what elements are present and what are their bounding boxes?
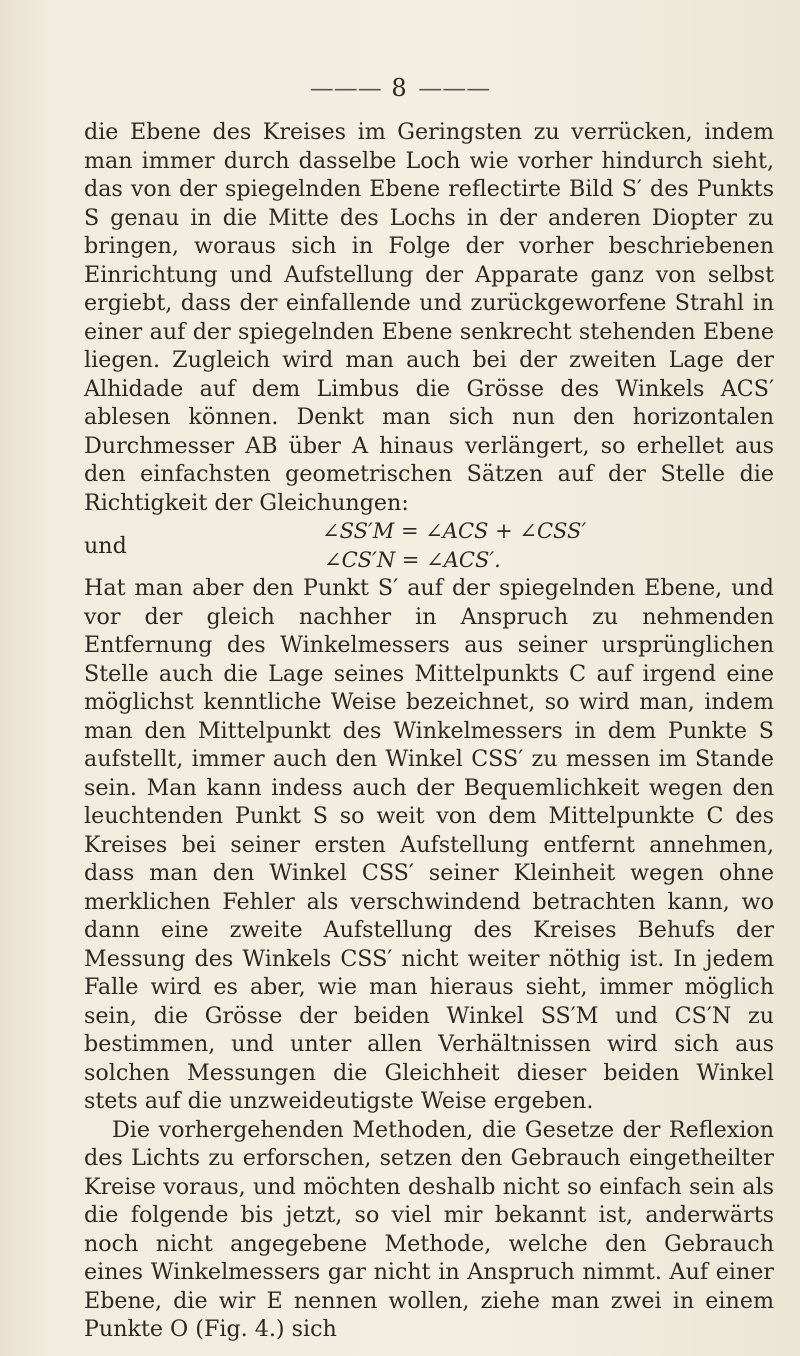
paragraph-1: die Ebene des Kreises im Geringsten zu verrücken, indem man immer durch dasselbe Loch wie vorher hindurch sieht, das von der spiegelnden Ebene reflectirte Bild S′ des Punkts S genau in die Mitte des Lochs in der anderen Diopter zu bringen, woraus sich in Folge der vorher beschriebenen Einrichtung und Aufstellung der Apparate ganz von selbst ergiebt, dass der einfallende und zurückgeworfene Strahl in einer auf der spiegelnden Ebene senkrecht stehenden Ebene liegen. Zugleich wird man auch bei der zweiten Lage der Alhidade auf dem Limbus die Grösse des Winkels ACS′ ablesen können. Denkt man sich nun den horizontalen Durchmesser AB über A hinaus verlängert, so erhellet aus den einfachsten geometrischen Sätzen auf der Stelle die Richtigkeit der Gleichungen:: [84, 119, 774, 516]
formula-2: ∠CS′N = ∠ACS′.: [324, 548, 501, 572]
paragraph-3: Die vorhergehenden Methoden, die Gesetze der Reflexion des Lichts zu erforschen, setzen den Gebrauch eingetheilter Kreise voraus, und möchten deshalb nicht so einfach sein als die folgende bis jetzt, so viel mir bekannt ist, anderwärts noch nicht angegebene Methode, welche den Gebrauch eines Winkelmessers gar nicht in Anspruch nimmt. Auf einer Ebene, die wir E nennen wollen, ziehe man zwei in einem Punkte O (Fig. 4.) sich: [84, 1116, 774, 1342]
body-text: [84, 118, 774, 1344]
header-dash-left: ———: [309, 74, 382, 102]
formula-1: ∠SS′M = ∠ACS + ∠CSS′: [322, 519, 587, 543]
page-header: [0, 74, 800, 102]
page-number: 8: [391, 74, 409, 102]
und-word: und: [84, 533, 127, 559]
paragraph-2: Hat man aber den Punkt S′ auf der spiegelnden Ebene, und vor der gleich nachher in Anspruch zu nehmenden Entfernung des Winkelmessers aus seiner ursprünglichen Stelle auch die Lage seines Mittelpunkts C auf irgend eine möglichst kenntliche Weise bezeichnet, so wird man, indem man den Mittelpunkt des Winkelmessers in dem Punkte S aufstellt, immer auch den Winkel CSS′ zu messen im Stande sein. Man kann indess auch der Bequemlichkeit wegen den leuchtenden Punkt S so weit von dem Mittelpunkte C des Kreises bei seiner ersten Aufstellung entfernt annehmen, dass man den Winkel CSS′ seiner Kleinheit wegen ohne merklichen Fehler als verschwindend betrachten kann, wo dann eine zweite Aufstellung des Kreises Behufs der Messung des Winkels CSS′ nicht weiter nöthig ist. In jedem Falle wird es aber, wie man hieraus sieht, immer möglich sein, die Grösse der beiden Winkel SS′M und CS′N zu bestimmen, und unter allen Verhältnissen wird sich aus solchen Messungen die Gleichheit dieser beiden Winkel stets auf die unzweideutigste Weise ergeben.: [84, 575, 774, 1114]
header-dash-right: ———: [418, 74, 491, 102]
formula-block: [84, 517, 774, 574]
